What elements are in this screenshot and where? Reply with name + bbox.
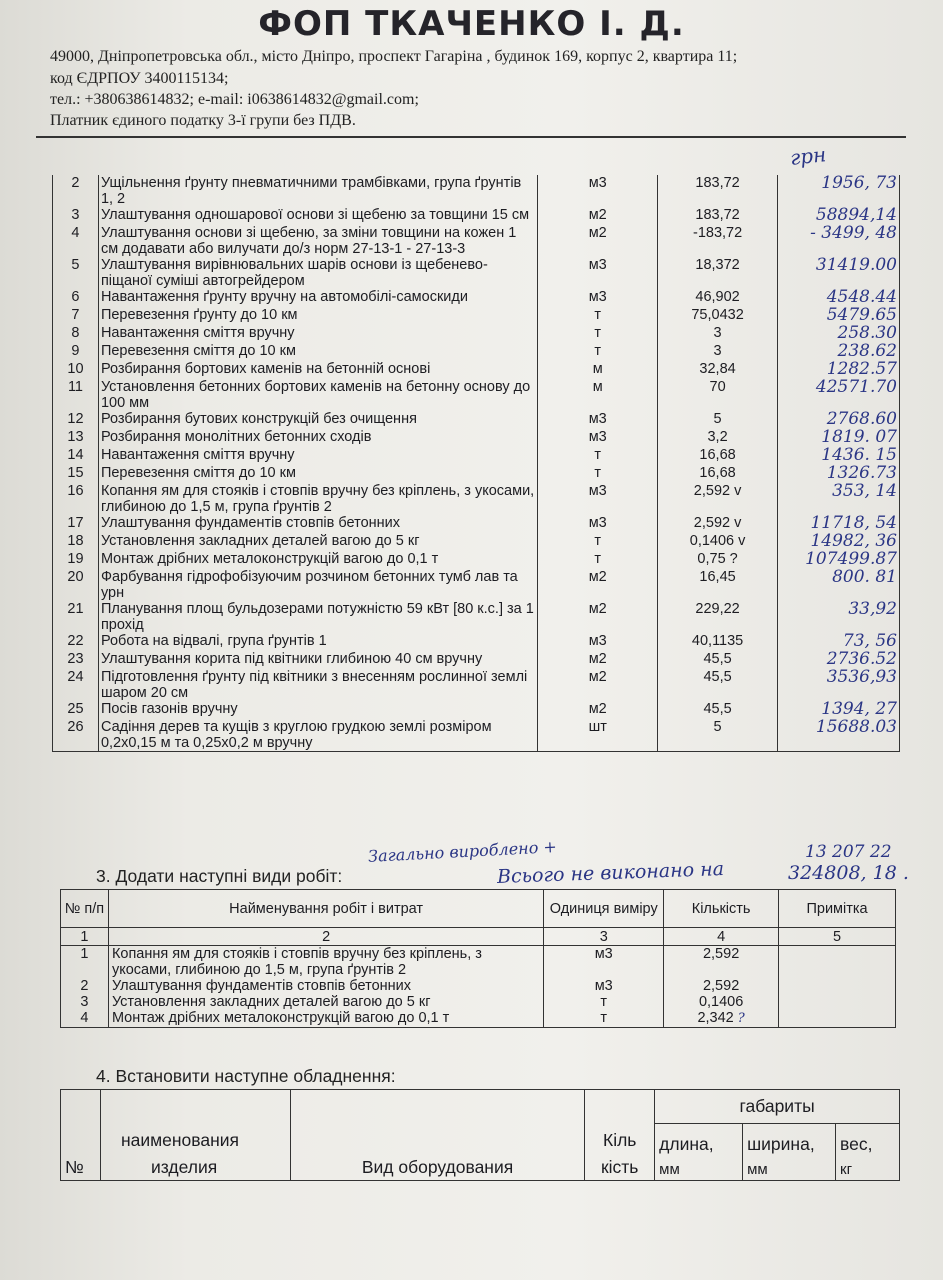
header-divider <box>36 136 906 138</box>
equipment-table <box>60 1089 900 1181</box>
row-qty: 2,342 ? <box>664 1010 779 1028</box>
company-edrpou: код ЄДРПОУ 3400115134; <box>50 70 229 87</box>
table-row <box>53 633 900 651</box>
row-unit: т <box>538 307 658 325</box>
row-unit: м3 <box>544 978 664 994</box>
table-row <box>53 719 900 752</box>
row-unit: т <box>544 1010 664 1028</box>
table-row <box>53 669 900 701</box>
not-done-label: Всього не виконано на <box>496 858 725 888</box>
row-amount-handwritten: 1282.57 <box>778 361 900 379</box>
row-unit: т <box>538 325 658 343</box>
row-name: Копання ям для стояків і стовпів вручну без кріплень, з укосами, глибиною до 1,5 м, група ґрунтів 2 <box>108 946 543 979</box>
row-name: Перевезення сміття до 10 км <box>98 465 537 483</box>
row-qty: 32,84 <box>658 361 778 379</box>
add-works-table <box>60 889 896 1036</box>
row-name: Розбирання бутових конструкцій без очищення <box>98 411 537 429</box>
col-index-3: 3 <box>544 928 664 946</box>
row-amount-handwritten: 42571.70 <box>778 379 900 411</box>
row-number: 4 <box>53 225 99 257</box>
row-number: 20 <box>53 569 99 601</box>
row-unit: м3 <box>538 257 658 289</box>
row-unit: м2 <box>538 225 658 257</box>
row-number: 22 <box>53 633 99 651</box>
row-amount-handwritten: 1819. 07 <box>778 429 900 447</box>
table-row <box>53 429 900 447</box>
table-row <box>53 325 900 343</box>
row-qty: 46,902 <box>658 289 778 307</box>
row-name: Улаштування вирівнювальних шарів основи із щебенево-піщаної суміші автогрейдером <box>98 257 537 289</box>
row-qty: 2,592 v <box>658 515 778 533</box>
eq-header-weight: вес, кг <box>836 1124 900 1181</box>
eq-header-count: Кіль кість <box>585 1090 655 1181</box>
row-name: Розбирання бортових каменів на бетонній основі <box>98 361 537 379</box>
total-produced-value: 13 207 22 <box>805 842 892 862</box>
row-unit: м2 <box>538 569 658 601</box>
row-qty: 0,1406 <box>664 994 779 1010</box>
table-row <box>61 946 896 979</box>
row-qty: 5 <box>658 719 778 752</box>
row-amount-handwritten: 4548.44 <box>778 289 900 307</box>
row-amount-handwritten: 3536,93 <box>778 669 900 701</box>
row-amount-handwritten: 73, 56 <box>778 633 900 651</box>
row-qty: 45,5 <box>658 669 778 701</box>
table-row <box>53 515 900 533</box>
row-qty: 2,592 <box>664 946 779 979</box>
row-unit: м3 <box>538 633 658 651</box>
row-qty: 70 <box>658 379 778 411</box>
col-header-qty: Кількість <box>664 890 779 928</box>
col-header-note: Примітка <box>779 890 896 928</box>
table-row <box>53 289 900 307</box>
row-amount-handwritten: 1436. 15 <box>778 447 900 465</box>
row-number: 11 <box>53 379 99 411</box>
row-qty: 3 <box>658 343 778 361</box>
row-amount-handwritten: 33,92 <box>778 601 900 633</box>
row-unit: шт <box>538 719 658 752</box>
col-index-4: 4 <box>664 928 779 946</box>
row-qty: 3,2 <box>658 429 778 447</box>
row-name: Планування площ бульдозерами потужністю 59 кВт [80 к.с.] за 1 прохід <box>98 601 537 633</box>
row-qty: 40,1135 <box>658 633 778 651</box>
row-name: Навантаження ґрунту вручну на автомобілі-самоскиди <box>98 289 537 307</box>
company-title: ФОП ТКАЧЕНКО І. Д. <box>258 4 685 44</box>
row-unit: м3 <box>538 515 658 533</box>
row-amount-handwritten: 353, 14 <box>778 483 900 515</box>
table-row <box>53 175 900 207</box>
currency-handwritten: грн <box>788 142 828 170</box>
row-number: 25 <box>53 701 99 719</box>
row-number: 8 <box>53 325 99 343</box>
row-name: Розбирання монолітних бетонних сходів <box>98 429 537 447</box>
table-row <box>53 447 900 465</box>
row-qty: 183,72 <box>658 207 778 225</box>
row-qty: 45,5 <box>658 651 778 669</box>
row-number: 10 <box>53 361 99 379</box>
company-tax-status: Платник єдиного податку 3-ї групи без ПДВ. <box>50 112 356 129</box>
row-unit: м3 <box>538 483 658 515</box>
row-qty: -183,72 <box>658 225 778 257</box>
company-address: 49000, Дніпропетровська обл., місто Дніпро, проспект Гагаріна , будинок 169, корпус 2, квартира 11; <box>50 48 738 65</box>
total-produced-label: Загально вироблено + <box>367 837 558 866</box>
row-qty: 3 <box>658 325 778 343</box>
col-index-2: 2 <box>108 928 543 946</box>
table-row <box>61 1010 896 1028</box>
row-name: Ущільнення ґрунту пневматичними трамбівками, група ґрунтів 1, 2 <box>98 175 537 207</box>
eq-header-width: ширина, мм <box>743 1124 836 1181</box>
table-row <box>53 651 900 669</box>
row-amount-handwritten: 800. 81 <box>778 569 900 601</box>
table-row <box>61 994 896 1010</box>
row-unit: т <box>538 533 658 551</box>
row-amount-handwritten: 2768.60 <box>778 411 900 429</box>
row-number: 12 <box>53 411 99 429</box>
question-mark-handwritten: ? <box>737 1011 745 1026</box>
not-done-value: 324808, 18 . <box>788 862 909 884</box>
row-number: 3 <box>53 207 99 225</box>
row-number: 9 <box>53 343 99 361</box>
row-amount-handwritten: 14982, 36 <box>778 533 900 551</box>
row-qty: 16,45 <box>658 569 778 601</box>
row-name: Монтаж дрібних металоконструкцій вагою до 0,1 т <box>98 551 537 569</box>
row-qty: 0,1406 v <box>658 533 778 551</box>
eq-header-dimensions: габариты <box>655 1090 900 1124</box>
row-unit: м2 <box>538 651 658 669</box>
row-unit: м2 <box>538 207 658 225</box>
row-name: Фарбування гідрофобізуючим розчином бетонних тумб лав та урн <box>98 569 537 601</box>
row-amount-handwritten: 107499.87 <box>778 551 900 569</box>
table-row <box>53 551 900 569</box>
col-header-unit: Одиниця виміру <box>544 890 664 928</box>
row-unit: т <box>538 551 658 569</box>
row-qty: 2,592 <box>664 978 779 994</box>
row-amount-handwritten: 238.62 <box>778 343 900 361</box>
row-unit: т <box>538 447 658 465</box>
table-row <box>53 465 900 483</box>
table-row <box>53 533 900 551</box>
row-number: 17 <box>53 515 99 533</box>
row-name: Копання ям для стояків і стовпів вручну без кріплень, з укосами, глибиною до 1,5 м, група ґрунтів 2 <box>98 483 537 515</box>
row-number: 2 <box>53 175 99 207</box>
row-amount-handwritten: 31419.00 <box>778 257 900 289</box>
row-name: Посів газонів вручну <box>98 701 537 719</box>
company-contacts: тел.: +380638614832; e-mail: i0638614832@gmail.com; <box>50 91 419 108</box>
row-qty: 229,22 <box>658 601 778 633</box>
row-qty: 16,68 <box>658 447 778 465</box>
row-number: 15 <box>53 465 99 483</box>
row-note <box>779 946 896 1028</box>
table-row <box>53 343 900 361</box>
row-qty: 5 <box>658 411 778 429</box>
row-number: 24 <box>53 669 99 701</box>
row-amount-handwritten: 1326.73 <box>778 465 900 483</box>
row-qty: 45,5 <box>658 701 778 719</box>
row-qty: 18,372 <box>658 257 778 289</box>
row-amount-handwritten: 1394, 27 <box>778 701 900 719</box>
row-name: Улаштування одношарової основи зі щебеню за товщини 15 см <box>98 207 537 225</box>
row-amount-handwritten: 11718, 54 <box>778 515 900 533</box>
row-name: Садіння дерев та кущів з круглою грудкою землі розміром 0,2х0,15 м та 0,25х0,2 м вручну <box>98 719 537 752</box>
row-unit: т <box>538 465 658 483</box>
row-unit: м3 <box>538 411 658 429</box>
row-number: 14 <box>53 447 99 465</box>
table-row <box>53 701 900 719</box>
row-name: Установлення закладних деталей вагою до 5 кг <box>108 994 543 1010</box>
row-name: Установлення бетонних бортових каменів на бетонну основу до 100 мм <box>98 379 537 411</box>
row-number: 4 <box>61 1010 109 1028</box>
row-amount-handwritten: 258.30 <box>778 325 900 343</box>
row-unit: м <box>538 379 658 411</box>
row-amount-handwritten: 5479.65 <box>778 307 900 325</box>
table-row <box>53 569 900 601</box>
eq-header-length: длина, мм <box>655 1124 743 1181</box>
eq-header-name: наименования изделия <box>100 1090 290 1181</box>
row-qty: 75,0432 <box>658 307 778 325</box>
row-number: 5 <box>53 257 99 289</box>
row-amount-handwritten: 15688.03 <box>778 719 900 752</box>
row-name: Улаштування корита під квітники глибиною 40 см вручну <box>98 651 537 669</box>
col-index-5: 5 <box>779 928 896 946</box>
row-name: Навантаження сміття вручну <box>98 325 537 343</box>
row-number: 18 <box>53 533 99 551</box>
works-table <box>52 175 900 752</box>
row-unit: м3 <box>538 289 658 307</box>
row-name: Улаштування основи зі щебеню, за зміни товщини на кожен 1 см додавати або вилучати до/з норм 27-13-1 - 27-13-3 <box>98 225 537 257</box>
row-name: Навантаження сміття вручну <box>98 447 537 465</box>
row-name: Підготовлення ґрунту під квітники з внесенням рослинної землі шаром 20 см <box>98 669 537 701</box>
row-number: 21 <box>53 601 99 633</box>
row-number: 3 <box>61 994 109 1010</box>
section-3-title: 3. Додати наступні види робіт: <box>96 866 343 886</box>
row-number: 6 <box>53 289 99 307</box>
table-row <box>53 483 900 515</box>
table-row <box>53 601 900 633</box>
col-header-number: № п/п <box>61 890 109 928</box>
row-number: 2 <box>61 978 109 994</box>
row-amount-handwritten: - 3499, 48 <box>778 225 900 257</box>
table-row <box>53 257 900 289</box>
row-name: Улаштування фундаментів стовпів бетонних <box>98 515 537 533</box>
row-unit: м2 <box>538 701 658 719</box>
row-unit: м3 <box>538 175 658 207</box>
eq-header-number: № <box>61 1090 101 1181</box>
row-amount-handwritten: 58894,14 <box>778 207 900 225</box>
row-unit: м3 <box>538 429 658 447</box>
col-index-1: 1 <box>61 928 109 946</box>
row-number: 16 <box>53 483 99 515</box>
row-name: Перевезення сміття до 10 км <box>98 343 537 361</box>
row-name: Монтаж дрібних металоконструкцій вагою до 0,1 т <box>108 1010 543 1028</box>
row-number: 26 <box>53 719 99 752</box>
row-qty: 2,592 v <box>658 483 778 515</box>
row-qty: 16,68 <box>658 465 778 483</box>
table-row <box>53 225 900 257</box>
row-qty: 183,72 <box>658 175 778 207</box>
row-amount-handwritten: 1956, 73 <box>778 175 900 207</box>
eq-header-kind: Вид оборудования <box>290 1090 584 1181</box>
row-qty: 0,75 ? <box>658 551 778 569</box>
table-row <box>61 978 896 994</box>
row-number: 7 <box>53 307 99 325</box>
row-unit: м <box>538 361 658 379</box>
row-number: 19 <box>53 551 99 569</box>
row-name: Улаштування фундаментів стовпів бетонних <box>108 978 543 994</box>
row-name: Робота на відвалі, група ґрунтів 1 <box>98 633 537 651</box>
row-name: Перевезення ґрунту до 10 км <box>98 307 537 325</box>
row-name: Установлення закладних деталей вагою до 5 кг <box>98 533 537 551</box>
row-unit: м3 <box>544 946 664 979</box>
row-unit: т <box>538 343 658 361</box>
row-number: 13 <box>53 429 99 447</box>
table-row <box>53 379 900 411</box>
row-unit: т <box>544 994 664 1010</box>
table-row <box>53 411 900 429</box>
table-row <box>53 307 900 325</box>
row-unit: м2 <box>538 601 658 633</box>
row-unit: м2 <box>538 669 658 701</box>
row-amount-handwritten: 2736.52 <box>778 651 900 669</box>
row-number: 1 <box>61 946 109 979</box>
col-header-name: Найменування робіт і витрат <box>108 890 543 928</box>
table-row <box>53 361 900 379</box>
table-row <box>53 207 900 225</box>
section-4-title: 4. Встановити наступне обладнення: <box>96 1066 396 1086</box>
row-number: 23 <box>53 651 99 669</box>
